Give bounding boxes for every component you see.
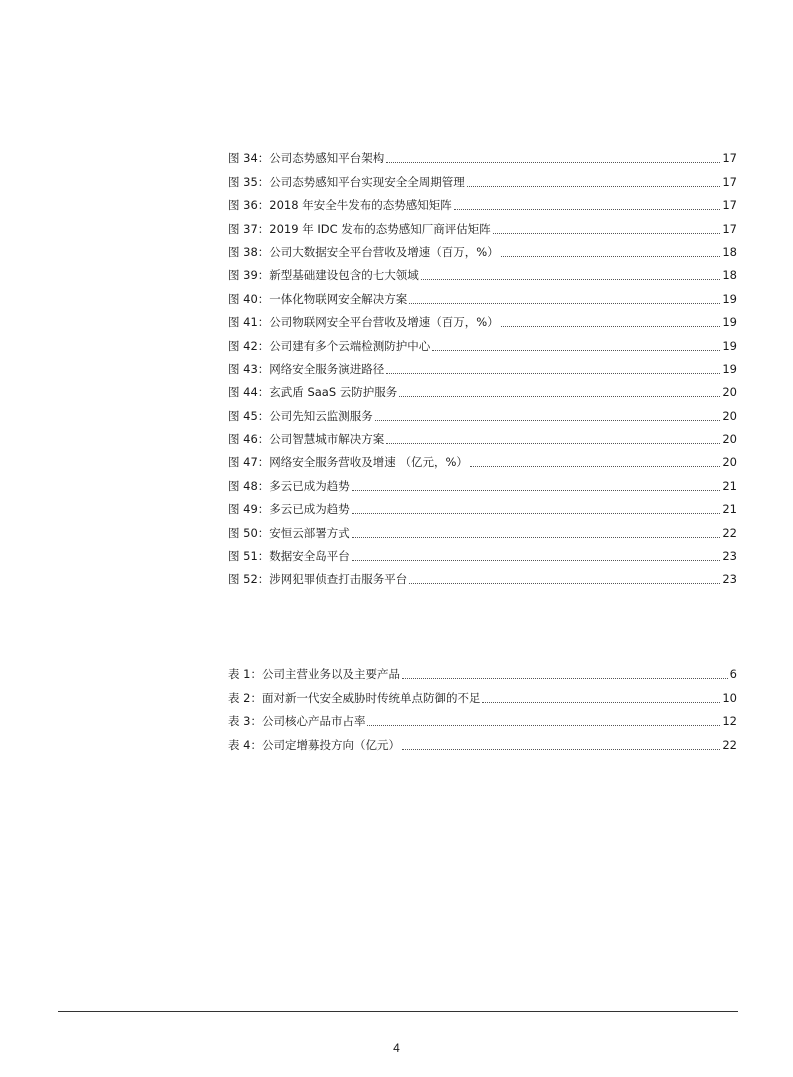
dot-leader <box>454 208 721 210</box>
dot-leader <box>386 161 720 163</box>
figure-entry-label: 图 48：多云已成为趋势 <box>228 478 350 493</box>
dot-leader <box>501 325 721 327</box>
figure-entry-label: 图 51：数据安全岛平台 <box>228 549 350 564</box>
dot-leader <box>409 302 720 304</box>
table-entry[interactable] <box>228 683 737 706</box>
dot-leader <box>467 185 721 187</box>
dot-leader <box>352 536 721 538</box>
dot-leader <box>402 677 728 679</box>
figure-entry-label: 图 43：网络安全服务演进路径 <box>228 361 385 376</box>
figure-entry-label: 图 42：公司建有多个云端检测防护中心 <box>228 338 431 353</box>
dot-leader <box>399 395 720 397</box>
figure-entry-page-number: 17 <box>722 198 737 213</box>
table-entry-page-number: 22 <box>722 737 737 752</box>
figure-entry-page-number: 21 <box>722 478 737 493</box>
table-entry[interactable] <box>228 730 737 753</box>
figure-entry[interactable] <box>228 425 737 448</box>
dot-leader <box>470 465 720 467</box>
figure-entry[interactable] <box>228 261 737 284</box>
figure-entry-page-number: 18 <box>722 244 737 259</box>
figure-entry[interactable] <box>228 565 737 588</box>
footer-divider <box>58 1011 738 1012</box>
table-entry-page-number: 12 <box>722 714 737 729</box>
figure-entry-page-number: 20 <box>722 432 737 447</box>
figure-entry-page-number: 19 <box>722 315 737 330</box>
figure-entry-page-number: 23 <box>722 572 737 587</box>
figure-entry-page-number: 23 <box>722 549 737 564</box>
figure-entry-label: 图 39：新型基础建设包含的七大领域 <box>228 268 419 283</box>
dot-leader <box>501 255 721 257</box>
figure-entry[interactable] <box>228 471 737 494</box>
figure-entry-page-number: 20 <box>722 408 737 423</box>
figure-entry-label: 图 37：2019 年 IDC 发布的态势感知厂商评估矩阵 <box>228 221 491 236</box>
figure-entry-page-number: 17 <box>722 151 737 166</box>
figure-entry-page-number: 21 <box>722 502 737 517</box>
table-entry-label: 表 4：公司定增募投方向（亿元） <box>228 737 400 752</box>
figure-entry-page-number: 20 <box>722 455 737 470</box>
table-entry-label: 表 1：公司主营业务以及主要产品 <box>228 667 400 682</box>
table-entry-page-number: 6 <box>729 667 737 682</box>
figure-list <box>228 144 737 588</box>
dot-leader <box>386 442 720 444</box>
dot-leader <box>352 512 721 514</box>
dot-leader <box>409 582 720 584</box>
dot-leader <box>386 372 720 374</box>
dot-leader <box>352 559 721 561</box>
figure-entry[interactable] <box>228 448 737 471</box>
figure-entry-page-number: 17 <box>722 174 737 189</box>
table-entry-label: 表 2：面对新一代安全威胁时传统单点防御的不足 <box>228 690 481 705</box>
figure-entry-page-number: 19 <box>722 291 737 306</box>
figure-entry-label: 图 46：公司智慧城市解决方案 <box>228 432 385 447</box>
figure-entry[interactable] <box>228 542 737 565</box>
dot-leader <box>402 748 720 750</box>
figure-entry-label: 图 45：公司先知云监测服务 <box>228 408 373 423</box>
figure-entry-label: 图 35：公司态势感知平台实现安全全周期管理 <box>228 174 465 189</box>
table-list <box>228 660 737 754</box>
figure-entry[interactable] <box>228 284 737 307</box>
dot-leader <box>367 724 720 726</box>
page-number: 4 <box>393 1041 400 1055</box>
figure-entry[interactable] <box>228 191 737 214</box>
figure-entry[interactable] <box>228 518 737 541</box>
figure-entry-page-number: 19 <box>722 338 737 353</box>
figure-entry[interactable] <box>228 167 737 190</box>
figure-entry-page-number: 17 <box>722 221 737 236</box>
table-entry-page-number: 10 <box>722 690 737 705</box>
figure-entry-page-number: 18 <box>722 268 737 283</box>
figure-entry-label: 图 40：一体化物联网安全解决方案 <box>228 291 408 306</box>
figure-entry[interactable] <box>228 495 737 518</box>
figure-entry-page-number: 22 <box>722 525 737 540</box>
figure-entry-label: 图 47：网络安全服务营收及增速 （亿元，%） <box>228 455 468 470</box>
figure-entry-label: 图 36：2018 年安全牛发布的态势感知矩阵 <box>228 198 452 213</box>
figure-entry-label: 图 34：公司态势感知平台架构 <box>228 151 385 166</box>
figure-entry-page-number: 19 <box>722 361 737 376</box>
figure-entry-label: 图 41：公司物联网安全平台营收及增速（百万，%） <box>228 315 499 330</box>
figure-entry-page-number: 20 <box>722 385 737 400</box>
figure-entry-label: 图 52：涉网犯罪侦查打击服务平台 <box>228 572 408 587</box>
table-entry-label: 表 3：公司核心产品市占率 <box>228 714 366 729</box>
figure-entry-label: 图 44：玄武盾 SaaS 云防护服务 <box>228 385 398 400</box>
figure-entry[interactable] <box>228 401 737 424</box>
figure-entry[interactable] <box>228 238 737 261</box>
figure-entry-label: 图 49：多云已成为趋势 <box>228 502 350 517</box>
dot-leader <box>482 701 720 703</box>
figure-entry-label: 图 50：安恒云部署方式 <box>228 525 350 540</box>
figure-entry[interactable] <box>228 144 737 167</box>
dot-leader <box>493 232 721 234</box>
figure-entry[interactable] <box>228 214 737 237</box>
figure-entry[interactable] <box>228 331 737 354</box>
figure-entry[interactable] <box>228 308 737 331</box>
figure-entry[interactable] <box>228 355 737 378</box>
dot-leader <box>421 278 721 280</box>
dot-leader <box>375 419 721 421</box>
dot-leader <box>432 349 720 351</box>
dot-leader <box>352 489 721 491</box>
figure-entry[interactable] <box>228 378 737 401</box>
table-entry[interactable] <box>228 707 737 730</box>
table-entry[interactable] <box>228 660 737 683</box>
figure-entry-label: 图 38：公司大数据安全平台营收及增速（百万，%） <box>228 244 499 259</box>
